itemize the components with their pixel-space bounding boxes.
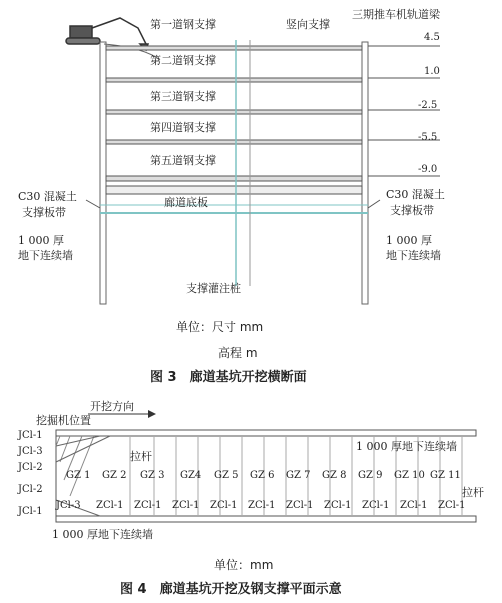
zc-label-9: ZCl-1	[362, 500, 390, 511]
zc-label-4: ZCl-1	[172, 500, 200, 511]
zc-label-10: ZCl-1	[400, 500, 428, 511]
zc-label-11: ZCl-1	[438, 500, 466, 511]
gz-label-5: GZ 5	[214, 470, 239, 481]
gz-label-2: GZ 2	[102, 470, 127, 481]
zc-label-7: ZCl-1	[286, 500, 314, 511]
excavator-icon	[66, 18, 148, 50]
strut-label-2: 第二道钢支撑	[150, 54, 216, 67]
gz-label-9: GZ 9	[358, 470, 383, 481]
gz-label-11: GZ 11	[430, 470, 461, 481]
gz-label-8: GZ 8	[322, 470, 347, 481]
strut-label-3: 第三道钢支撑	[150, 90, 216, 103]
elevation-2: 1.0	[424, 66, 440, 77]
left-band-label-1: C30 混凝土	[18, 190, 77, 203]
right-wall-label-1: 1 000 厚	[386, 234, 432, 247]
zc-label-2: ZCl-1	[96, 500, 124, 511]
gz-label-4: GZ4	[180, 470, 202, 481]
rail-beam-label: 三期推车机轨道梁	[352, 8, 440, 21]
left-band-leader	[86, 200, 100, 208]
fig3-unit-line-2: 高程 m	[218, 346, 258, 360]
fig4-caption: 图 4 廊道基坑开挖及钢支撑平面示意	[120, 582, 342, 597]
fig4-unit: 单位：mm	[214, 558, 274, 572]
zc-label-8: ZCl-1	[324, 500, 352, 511]
zc-label-1: JCl-3	[56, 500, 81, 511]
right-band-label-1: C30 混凝土	[386, 188, 445, 201]
left-wall-label-2: 地下连续墙	[18, 249, 73, 262]
elevation-4: -5.5	[418, 132, 438, 143]
elevation-1: 4.5	[424, 32, 440, 43]
right-band-label-2: 支撑板带	[390, 204, 434, 217]
fig3-caption: 图 3 廊道基坑开挖横断面	[150, 370, 307, 385]
gz-label-1: GZ 1	[66, 470, 91, 481]
gz-label-6: GZ 6	[250, 470, 275, 481]
left-label-4: JCl-2	[18, 484, 43, 495]
gz-label-7: GZ 7	[286, 470, 311, 481]
strut-label-5: 第五道钢支撑	[150, 154, 216, 167]
vertical-support-label: 竖向支撑	[286, 18, 330, 31]
excavator-position-label: 挖掘机位置	[36, 414, 91, 427]
right-diaphragm-wall	[362, 42, 368, 304]
pile-label: 支撑灌注桩	[186, 282, 241, 295]
dig-direction-label: 开挖方向	[90, 400, 134, 413]
right-band-leader	[368, 200, 380, 208]
zc-label-3: ZCl-1	[134, 500, 162, 511]
left-wall-label-1: 1 000 厚	[18, 234, 64, 247]
elevation-5: -9.0	[418, 164, 438, 175]
strut-levels	[106, 46, 362, 181]
strut-label-1: 第一道钢支撑	[150, 18, 216, 31]
wall-top-label: 1 000 厚地下连续墙	[356, 440, 457, 453]
zc-label-6: ZCl-1	[248, 500, 276, 511]
corridor-floor-label: 廊道底板	[164, 196, 208, 209]
elevation-3: -2.5	[418, 100, 438, 111]
right-wall-label-2: 地下连续墙	[386, 249, 441, 262]
left-label-2: JCl-3	[18, 446, 43, 457]
gz-label-10: GZ 10	[394, 470, 425, 481]
left-band-label-2: 支撑板带	[22, 206, 66, 219]
gz-label-3: GZ 3	[140, 470, 165, 481]
wall-bottom-label: 1 000 厚地下连续墙	[52, 528, 153, 541]
zc-label-5: ZCl-1	[210, 500, 238, 511]
tie-rod-top-label: 拉杆	[130, 450, 152, 463]
left-label-5: JCl-1	[18, 506, 43, 517]
arrow-right-icon	[148, 410, 156, 418]
strut-label-4: 第四道钢支撑	[150, 121, 216, 134]
left-label-1: JCl-1	[18, 430, 43, 441]
left-label-3: JCl-2	[18, 462, 43, 473]
left-diaphragm-wall	[100, 42, 106, 304]
fig3-unit-line-1: 单位：尺寸 mm	[176, 320, 264, 334]
tie-rod-right-label: 拉杆	[462, 486, 484, 499]
base-slab	[106, 186, 362, 194]
